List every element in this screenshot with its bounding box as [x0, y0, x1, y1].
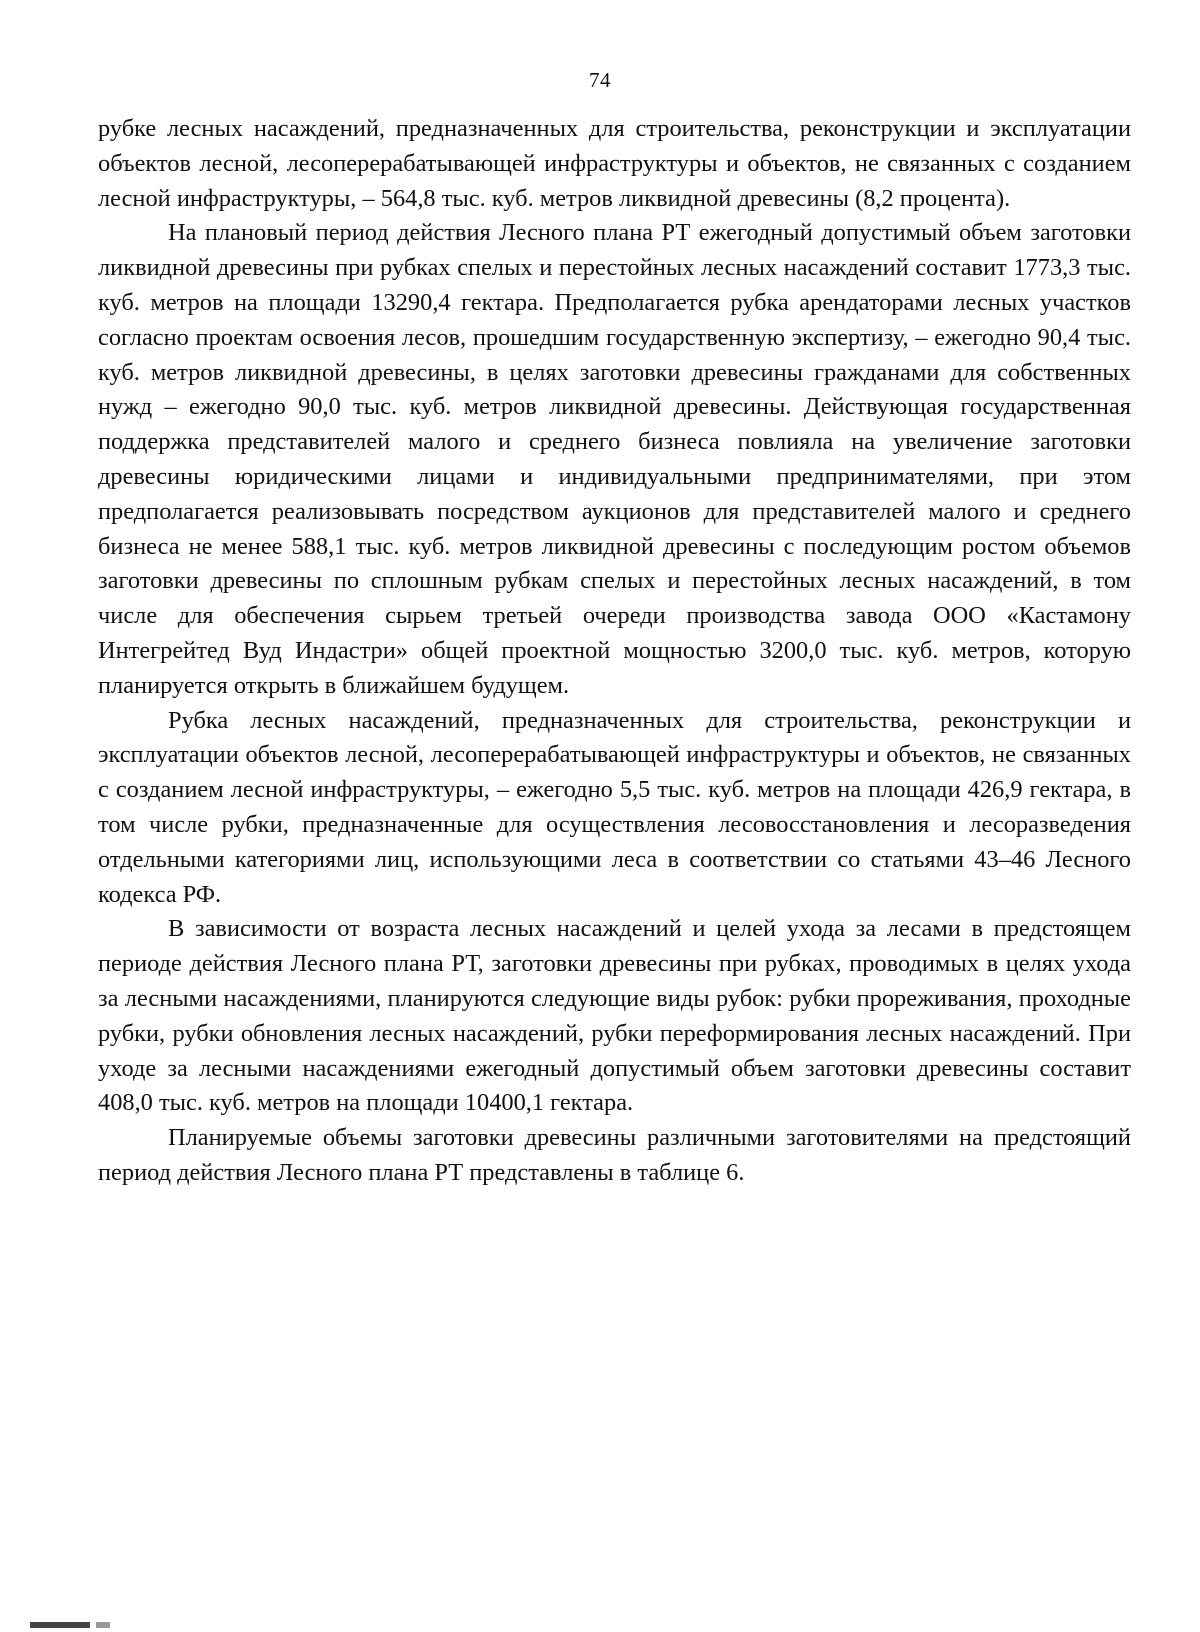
paragraph-table-reference: Планируемые объемы заготовки древесины различными заготовителями на предстоящий период действия Лесного плана РТ представлены в таблице 6. — [98, 1124, 1131, 1186]
paragraph-continuation: рубке лесных насаждений, предназначенных для строительства, реконструкции и эксплуатации объектов лесной, лесоперерабатывающей инфраструктуры и объектов, не связанных с созданием лесной инфраструктуры, – 564,8 тыс. куб. метров ликвидной древесины (8,2 процента). — [98, 115, 1131, 212]
paragraph-care-felling: В зависимости от возраста лесных насаждений и целей ухода за лесами в предстоящем периоде действия Лесного плана РТ, заготовки древесины при рубках, проводимых в целях ухода за лесными насаждениями, планируются следующие виды рубок: рубки прореживания, проходные рубки, рубки обновления лесных насаждений, рубки переформирования лесных насаждений. При уходе за лесными насаждениями ежегодный допустимый объем заготовки древесины составит 408,0 тыс. куб. метров на площади 10400,1 гектара. — [98, 915, 1131, 1117]
page-number: 74 — [589, 68, 611, 92]
paragraph-annual-harvest: На плановый период действия Лесного плана РТ ежегодный допустимый объем заготовки ликвидной древесины при рубках спелых и перестойных лесных насаждений составит 1773,3 тыс. куб. метров на площади 13290,4 гектара. Предполагается рубка арендаторами лесных участков согласно проектам освоения лесов, прошедшим государственную экспертизу, – ежегодно 90,4 тыс. куб. метров ликвидной древесины, в целях заготовки древесины гражданами для собственных нужд – ежегодно 90,0 тыс. куб. метров ликвидной древесины. Действующая государственная поддержка представителей малого и среднего бизнеса повлияла на увеличение заготовки древесины юридическими лицами и индивидуальными предпринимателями, при этом предполагается реализовывать посредством аукционов для представителей малого и среднего бизнеса не менее 588,1 тыс. куб. метров ликвидной древесины с последующим ростом объемов заготовки древесины по сплошным рубкам спелых и перестойных лесных насаждений, в том числе для обеспечения сырьем третьей очереди производства завода ООО «Кастамону Интегрейтед Вуд Индастри» общей проектной мощностью 3200,0 тыс. куб. метров, которую планируется открыть в ближайшем будущем. — [98, 219, 1131, 699]
scan-artifact — [30, 1622, 90, 1628]
scan-artifact-small — [96, 1622, 110, 1628]
paragraph-infrastructure-felling: Рубка лесных насаждений, предназначенных для строительства, реконструкции и эксплуатации объектов лесной, лесоперерабатывающей инфраструктуры и объектов, не связанных с созданием лесной инфраструктуры, – ежегодно 5,5 тыс. куб. метров на площади 426,9 гектара, в том числе рубки, предназначенные для осуществления лесовосстановления и лесоразведения отдельными категориями лиц, использующими леса в соответствии со статьями 43–46 Лесного кодекса РФ. — [98, 706, 1131, 908]
body-text — [98, 112, 1131, 1191]
